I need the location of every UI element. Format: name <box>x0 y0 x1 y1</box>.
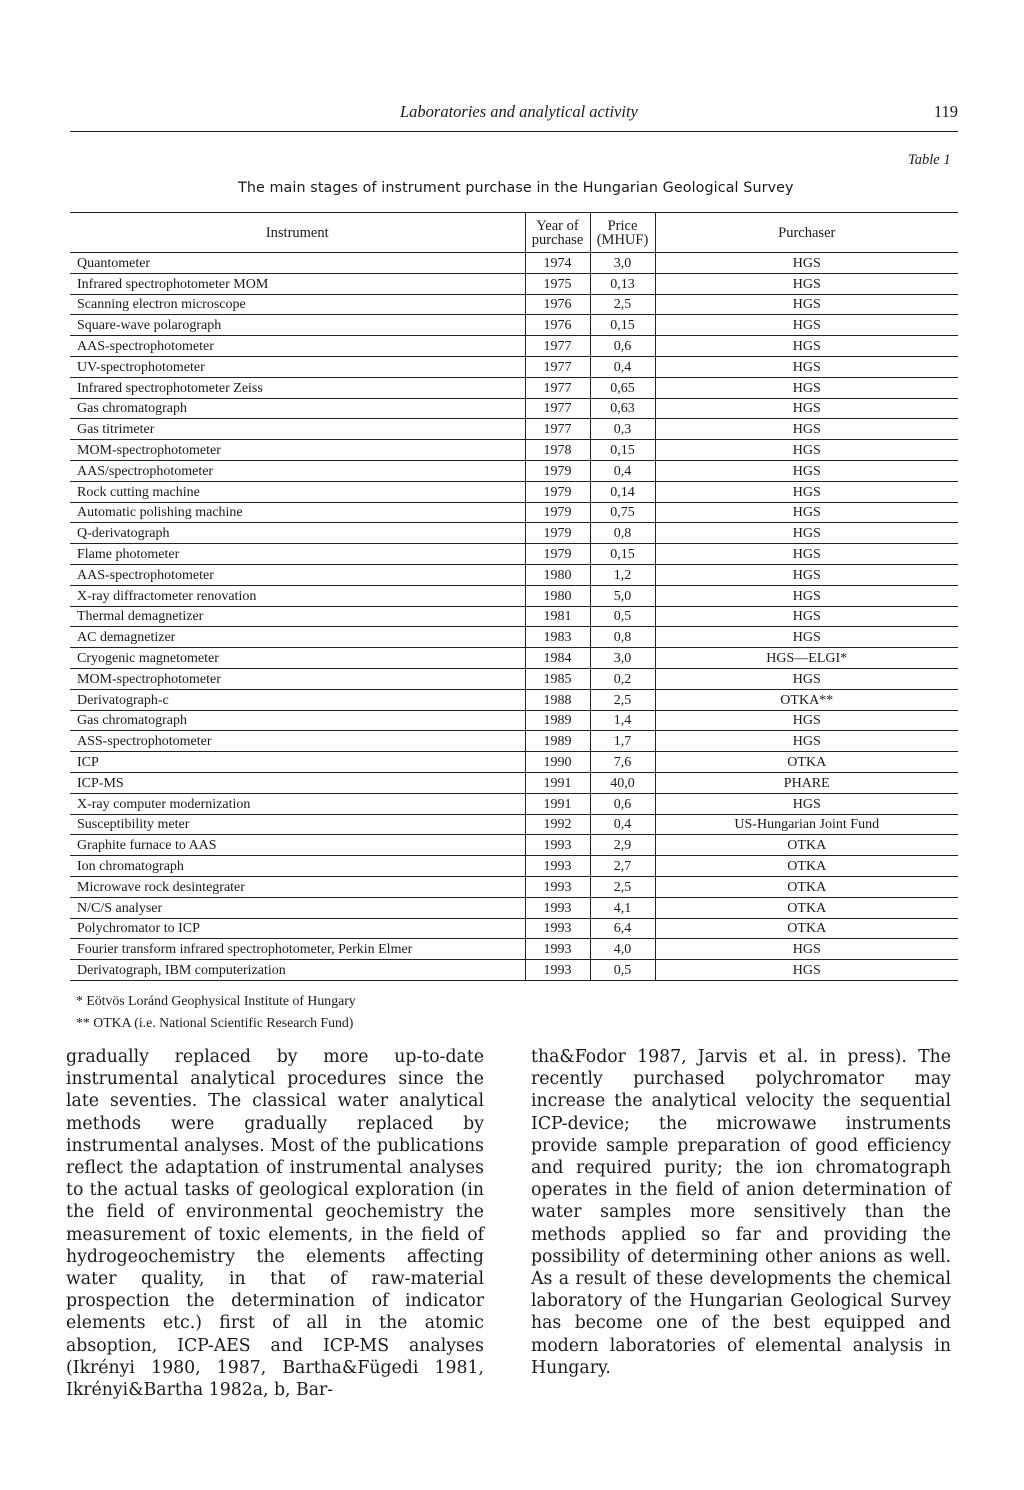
cell-purchaser: HGS <box>655 356 958 377</box>
running-title: Laboratories and analytical activity <box>400 102 638 121</box>
cell-instrument: Derivatograph-c <box>70 689 525 710</box>
cell-price: 4,0 <box>590 939 655 960</box>
cell-instrument: AAS-spectrophotometer <box>70 564 525 585</box>
table-caption: The main stages of instrument purchase in the Hungarian Geological Survey <box>238 180 794 196</box>
instrument-table-grid <box>70 212 958 981</box>
cell-price: 0,5 <box>590 606 655 627</box>
cell-instrument: MOM-spectrophotometer <box>70 440 525 461</box>
cell-year: 1993 <box>525 835 590 856</box>
table-row <box>70 648 958 669</box>
cell-year: 1979 <box>525 502 590 523</box>
table-body <box>70 253 958 981</box>
cell-price: 1,7 <box>590 731 655 752</box>
header-rule <box>70 131 958 132</box>
cell-purchaser: OTKA** <box>655 689 958 710</box>
table-row <box>70 772 958 793</box>
cell-purchaser: HGS <box>655 273 958 294</box>
cell-purchaser: HGS <box>655 668 958 689</box>
cell-purchaser: OTKA <box>655 918 958 939</box>
cell-instrument: Thermal demagnetizer <box>70 606 525 627</box>
cell-purchaser: HGS <box>655 502 958 523</box>
cell-instrument: Gas titrimeter <box>70 419 525 440</box>
cell-purchaser: HGS <box>655 315 958 336</box>
body-text-right-column: tha&Fodor 1987, Jarvis et al. in press). The recently purchased polychromator may increase the analytical velocity the sequential ICP-device; the microwawe instruments provide sample preparation of good efficiency and required purity; the ion chromatograph operates in the field of anion determination of water samples more sensitively than the methods applied so far and providing the possibility of determining other anions as well. As a result of these developments the chemical laboratory of the Hungarian Geological Survey has become one of the best equipped and modern laboratories of elemental analysis in Hungary. <box>531 1047 951 1378</box>
cell-purchaser: HGS <box>655 564 958 585</box>
cell-instrument: AAS/spectrophotometer <box>70 460 525 481</box>
cell-year: 1979 <box>525 460 590 481</box>
cell-year: 1993 <box>525 876 590 897</box>
cell-purchaser: HGS <box>655 523 958 544</box>
cell-instrument: Scanning electron microscope <box>70 294 525 315</box>
column-header-instrument: Instrument <box>70 213 525 253</box>
cell-instrument: MOM-spectrophotometer <box>70 668 525 689</box>
cell-instrument: N/C/S analyser <box>70 897 525 918</box>
cell-purchaser: HGS <box>655 627 958 648</box>
cell-year: 1979 <box>525 544 590 565</box>
cell-year: 1979 <box>525 481 590 502</box>
table-row <box>70 939 958 960</box>
cell-purchaser: HGS <box>655 585 958 606</box>
cell-price: 6,4 <box>590 918 655 939</box>
cell-instrument: AAS-spectrophotometer <box>70 336 525 357</box>
table-row <box>70 731 958 752</box>
running-head <box>70 102 958 128</box>
table-row <box>70 856 958 877</box>
table-row <box>70 918 958 939</box>
cell-instrument: Automatic polishing machine <box>70 502 525 523</box>
cell-year: 1976 <box>525 294 590 315</box>
table-row <box>70 419 958 440</box>
instrument-table <box>70 212 958 981</box>
cell-instrument: Ion chromatograph <box>70 856 525 877</box>
cell-purchaser: HGS <box>655 731 958 752</box>
cell-price: 0,6 <box>590 793 655 814</box>
cell-year: 1977 <box>525 398 590 419</box>
table-row <box>70 710 958 731</box>
cell-year: 1989 <box>525 710 590 731</box>
cell-purchaser: HGS <box>655 710 958 731</box>
footnote-otka: ** OTKA (i.e. National Scientific Research Fund) <box>76 1015 354 1030</box>
cell-year: 1993 <box>525 897 590 918</box>
cell-year: 1985 <box>525 668 590 689</box>
cell-instrument: Q-derivatograph <box>70 523 525 544</box>
cell-purchaser: OTKA <box>655 752 958 773</box>
table-row <box>70 564 958 585</box>
cell-year: 1975 <box>525 273 590 294</box>
cell-year: 1993 <box>525 960 590 981</box>
cell-price: 0,65 <box>590 377 655 398</box>
cell-purchaser: US-Hungarian Joint Fund <box>655 814 958 835</box>
cell-year: 1977 <box>525 419 590 440</box>
cell-purchaser: OTKA <box>655 835 958 856</box>
cell-year: 1993 <box>525 856 590 877</box>
cell-price: 0,63 <box>590 398 655 419</box>
cell-price: 2,5 <box>590 689 655 710</box>
cell-purchaser: HGS <box>655 398 958 419</box>
cell-instrument: Fourier transform infrared spectrophotometer, Perkin Elmer <box>70 939 525 960</box>
cell-price: 0,14 <box>590 481 655 502</box>
cell-instrument: Susceptibility meter <box>70 814 525 835</box>
cell-price: 0,6 <box>590 336 655 357</box>
cell-purchaser: HGS <box>655 440 958 461</box>
cell-price: 0,5 <box>590 960 655 981</box>
cell-instrument: Gas chromatograph <box>70 398 525 419</box>
cell-purchaser: HGS <box>655 544 958 565</box>
cell-purchaser: HGS—ELGI* <box>655 648 958 669</box>
cell-year: 1977 <box>525 336 590 357</box>
cell-instrument: Quantometer <box>70 253 525 274</box>
cell-purchaser: HGS <box>655 294 958 315</box>
cell-price: 7,6 <box>590 752 655 773</box>
cell-year: 1991 <box>525 772 590 793</box>
cell-year: 1978 <box>525 440 590 461</box>
cell-purchaser: HGS <box>655 460 958 481</box>
table-row <box>70 897 958 918</box>
cell-purchaser: HGS <box>655 939 958 960</box>
body-text-left-column: gradually replaced by more up-to-date instrumental analytical procedures since the late seventies. The classical water analytical methods were gradually replaced by instrumental analyses. Most of the publications reflect the adaptation of instrumental analyses to the actual tasks of geological exploration (in the field of environmental geochemistry the measurement of toxic elements, in the field of hydrogeochemistry the elements affecting water quality, in that of raw-material prospection the determination of indicator elements etc.) first of all in the atomic absoption, ICP-AES and ICP-MS analyses (Ikrényi 1980, 1987, Bartha&Fügedi 1981, Ikrényi&Bartha 1982a, b, Bar- <box>66 1047 484 1401</box>
cell-price: 1,2 <box>590 564 655 585</box>
table-row <box>70 627 958 648</box>
cell-instrument: Microwave rock desintegrater <box>70 876 525 897</box>
cell-purchaser: PHARE <box>655 772 958 793</box>
table-row <box>70 960 958 981</box>
cell-price: 1,4 <box>590 710 655 731</box>
cell-instrument: UV-spectrophotometer <box>70 356 525 377</box>
cell-instrument: ASS-spectrophotometer <box>70 731 525 752</box>
table-row <box>70 336 958 357</box>
cell-year: 1988 <box>525 689 590 710</box>
cell-instrument: Rock cutting machine <box>70 481 525 502</box>
cell-year: 1990 <box>525 752 590 773</box>
table-row <box>70 544 958 565</box>
cell-instrument: Polychromator to ICP <box>70 918 525 939</box>
cell-instrument: Graphite furnace to AAS <box>70 835 525 856</box>
cell-price: 0,4 <box>590 356 655 377</box>
cell-purchaser: HGS <box>655 419 958 440</box>
column-header-purchaser: Purchaser <box>655 213 958 253</box>
table-row <box>70 793 958 814</box>
cell-price: 40,0 <box>590 772 655 793</box>
table-row <box>70 876 958 897</box>
cell-price: 2,5 <box>590 294 655 315</box>
cell-year: 1984 <box>525 648 590 669</box>
cell-purchaser: OTKA <box>655 897 958 918</box>
cell-year: 1980 <box>525 564 590 585</box>
cell-year: 1977 <box>525 377 590 398</box>
table-row <box>70 273 958 294</box>
cell-price: 2,7 <box>590 856 655 877</box>
cell-purchaser: HGS <box>655 793 958 814</box>
table-row <box>70 668 958 689</box>
cell-instrument: Cryogenic magnetometer <box>70 648 525 669</box>
cell-year: 1974 <box>525 253 590 274</box>
table-label: Table 1 <box>908 152 951 168</box>
cell-purchaser: HGS <box>655 253 958 274</box>
footnote-elgi: * Eötvös Loránd Geophysical Institute of Hungary <box>76 993 356 1008</box>
table-row <box>70 440 958 461</box>
table-row <box>70 689 958 710</box>
table-row <box>70 814 958 835</box>
cell-instrument: Flame photometer <box>70 544 525 565</box>
cell-year: 1991 <box>525 793 590 814</box>
table-row <box>70 460 958 481</box>
cell-price: 0,15 <box>590 315 655 336</box>
cell-price: 3,0 <box>590 253 655 274</box>
table-row <box>70 752 958 773</box>
table-row <box>70 294 958 315</box>
cell-price: 3,0 <box>590 648 655 669</box>
cell-purchaser: HGS <box>655 606 958 627</box>
cell-price: 0,3 <box>590 419 655 440</box>
cell-price: 0,4 <box>590 814 655 835</box>
cell-instrument: ICP-MS <box>70 772 525 793</box>
cell-purchaser: HGS <box>655 336 958 357</box>
column-header-price: Price (MHUF) <box>590 213 655 253</box>
page-number: 119 <box>933 102 958 121</box>
cell-price: 2,5 <box>590 876 655 897</box>
cell-year: 1976 <box>525 315 590 336</box>
cell-price: 0,4 <box>590 460 655 481</box>
cell-year: 1981 <box>525 606 590 627</box>
cell-instrument: Gas chromatograph <box>70 710 525 731</box>
cell-year: 1989 <box>525 731 590 752</box>
table-row <box>70 502 958 523</box>
table-row <box>70 523 958 544</box>
column-header-year: Year of purchase <box>525 213 590 253</box>
cell-price: 0,75 <box>590 502 655 523</box>
cell-price: 2,9 <box>590 835 655 856</box>
cell-price: 0,15 <box>590 544 655 565</box>
cell-purchaser: HGS <box>655 960 958 981</box>
table-row <box>70 315 958 336</box>
cell-year: 1983 <box>525 627 590 648</box>
cell-price: 5,0 <box>590 585 655 606</box>
table-row <box>70 585 958 606</box>
table-row <box>70 377 958 398</box>
cell-instrument: X-ray diffractometer renovation <box>70 585 525 606</box>
cell-price: 0,13 <box>590 273 655 294</box>
cell-instrument: AC demagnetizer <box>70 627 525 648</box>
cell-purchaser: HGS <box>655 377 958 398</box>
cell-price: 0,8 <box>590 523 655 544</box>
cell-instrument: Infrared spectrophotometer Zeiss <box>70 377 525 398</box>
cell-instrument: Infrared spectrophotometer MOM <box>70 273 525 294</box>
table-row <box>70 398 958 419</box>
cell-instrument: Square-wave polarograph <box>70 315 525 336</box>
table-row <box>70 606 958 627</box>
cell-instrument: ICP <box>70 752 525 773</box>
cell-year: 1993 <box>525 939 590 960</box>
cell-instrument: X-ray computer modernization <box>70 793 525 814</box>
table-row <box>70 835 958 856</box>
cell-price: 0,2 <box>590 668 655 689</box>
cell-purchaser: OTKA <box>655 876 958 897</box>
cell-purchaser: OTKA <box>655 856 958 877</box>
table-row <box>70 481 958 502</box>
cell-year: 1992 <box>525 814 590 835</box>
cell-year: 1980 <box>525 585 590 606</box>
table-header-row <box>70 213 958 253</box>
cell-year: 1993 <box>525 918 590 939</box>
cell-year: 1979 <box>525 523 590 544</box>
cell-instrument: Derivatograph, IBM computerization <box>70 960 525 981</box>
table-footnotes <box>76 990 356 1034</box>
cell-year: 1977 <box>525 356 590 377</box>
table-row <box>70 356 958 377</box>
cell-price: 0,8 <box>590 627 655 648</box>
table-row <box>70 253 958 274</box>
cell-price: 4,1 <box>590 897 655 918</box>
cell-purchaser: HGS <box>655 481 958 502</box>
cell-price: 0,15 <box>590 440 655 461</box>
